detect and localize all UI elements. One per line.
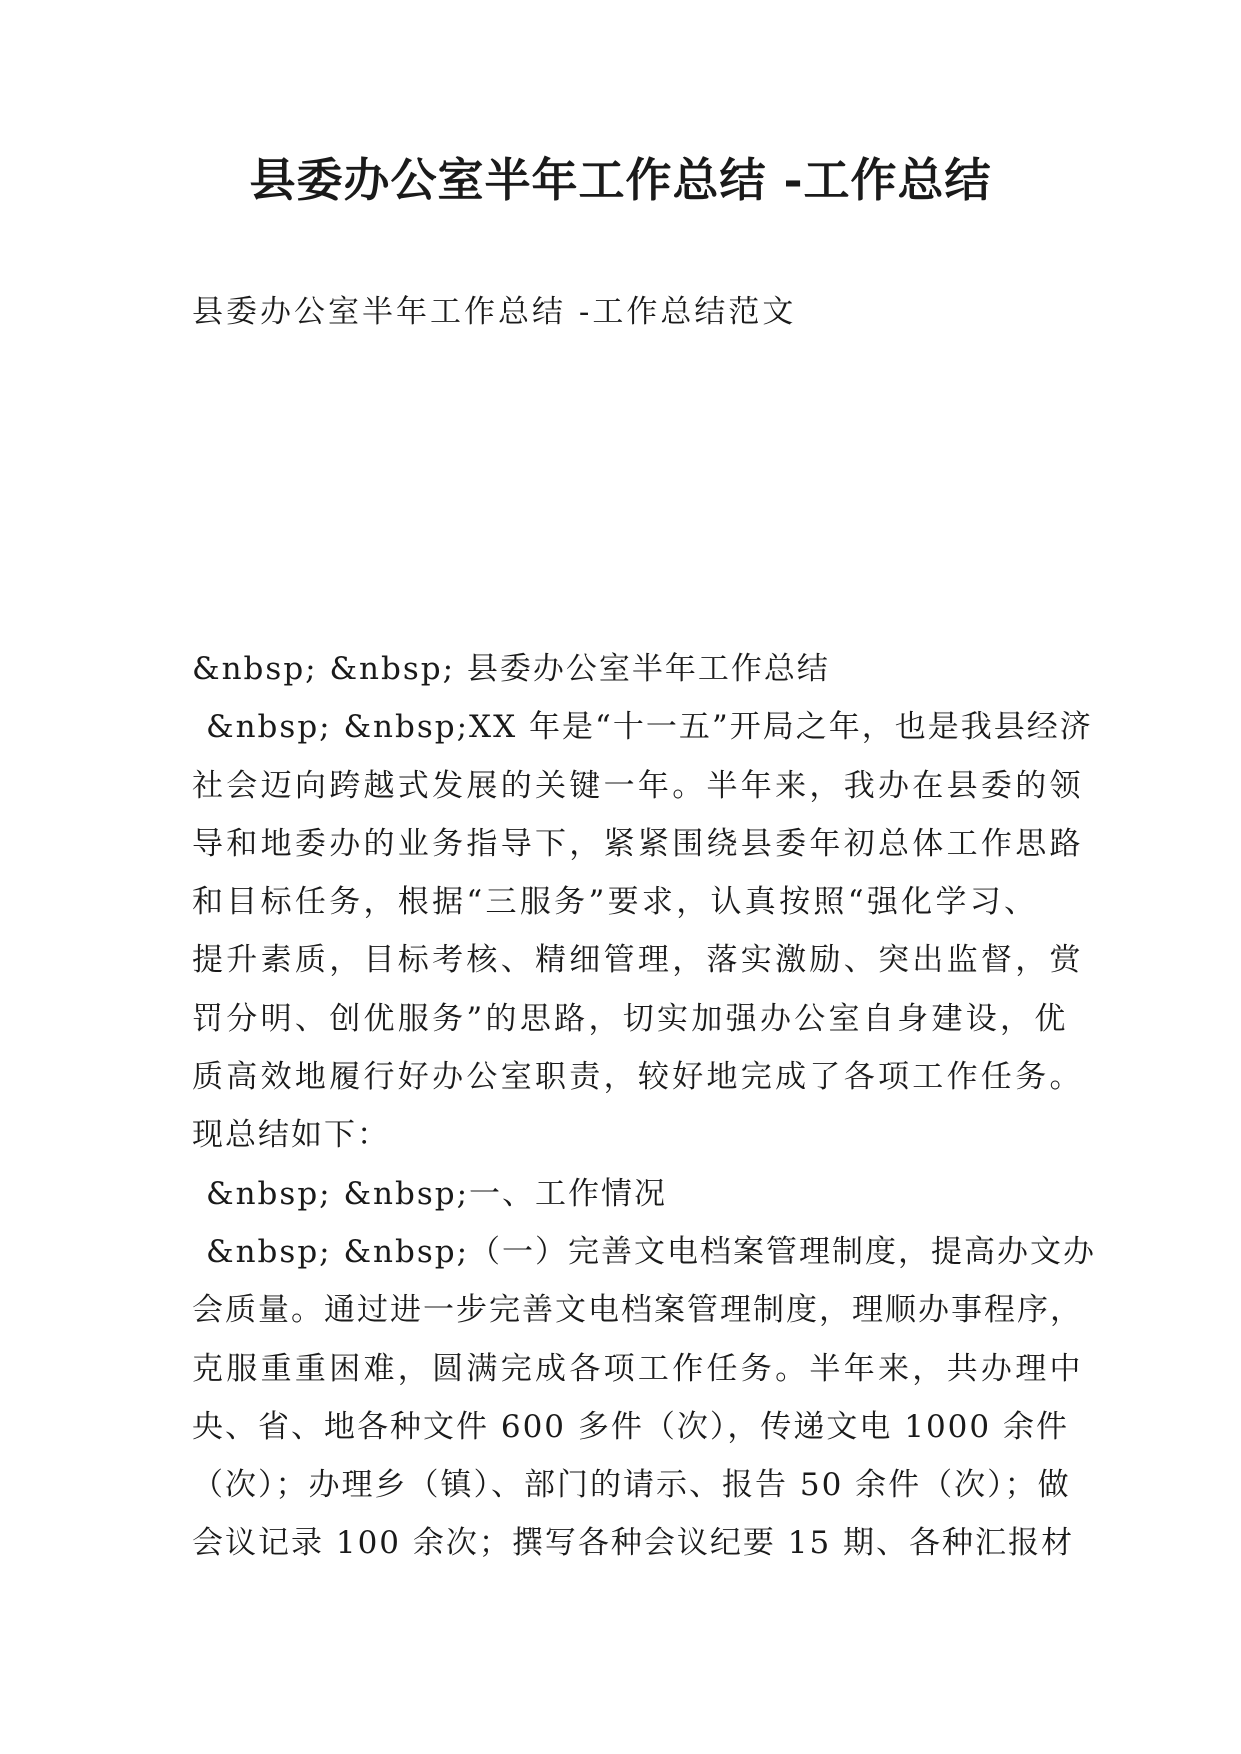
body-line: &nbsp; &nbsp;XX 年是“十一五”开局之年，也是我县经济 <box>206 709 1093 746</box>
body-line: 会议记录 100 余次；撰写各种会议纪要 15 期、各种汇报材 <box>192 1525 1075 1562</box>
body-line: （次）；办理乡（镇）、部门的请示、报告 50 余件（次）；做 <box>192 1467 1071 1504</box>
body-line: 克服重重困难，圆满完成各项工作任务。半年来，共办理中 <box>192 1350 1084 1387</box>
body-line: 罚分明、创优服务”的思路，切实加强办公室自身建设，优 <box>192 1000 1069 1037</box>
document-title: 县委办公室半年工作总结 -工作总结 <box>249 153 992 207</box>
body-line: 会质量。通过进一步完善文电档案管理制度，理顺办事程序， <box>192 1292 1083 1329</box>
body-line: 央、省、地各种文件 600 多件（次），传递文电 1000 余件 <box>192 1408 1069 1445</box>
document-subtitle: 县委办公室半年工作总结 -工作总结范文 <box>192 294 797 330</box>
body-line: 质高效地履行好办公室职责，较好地完成了各项工作任务。 <box>192 1059 1084 1096</box>
body-line: 现总结如下： <box>192 1117 390 1154</box>
body-line: &nbsp; &nbsp;（一）完善文电档案管理制度，提高办文办 <box>206 1233 1097 1270</box>
body-line: &nbsp; &nbsp; 县委办公室半年工作总结 <box>192 651 830 687</box>
body-line: 社会迈向跨越式发展的关键一年。半年来，我办在县委的领 <box>192 767 1084 804</box>
body-line: &nbsp; &nbsp;一、工作情况 <box>206 1175 668 1212</box>
body-line: 提升素质，目标考核、精细管理，落实激励、突出监督，赏 <box>192 942 1084 979</box>
document-body <box>192 640 1097 1573</box>
body-line: 导和地委办的业务指导下，紧紧围绕县委年初总体工作思路 <box>192 825 1084 862</box>
body-line: 和目标任务，根据“三服务”要求，认真按照“强化学习、 <box>192 884 1039 921</box>
